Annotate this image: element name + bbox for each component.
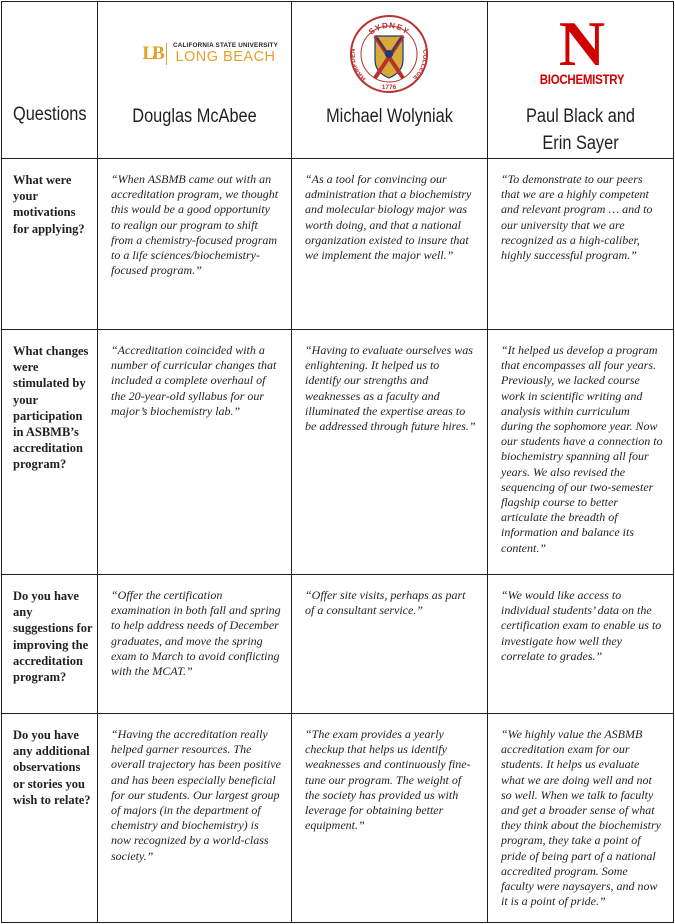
questions-header-cell	[2, 2, 98, 159]
answer-cell: “When ASBMB came out with an accreditation program, we thought this would be a good opportunity to realign our program to shift from a chemistry-focused program to a life sciences/biochemistry-focused program.”	[98, 159, 292, 330]
csulb-logo-subtitle: CALIFORNIA STATE UNIVERSITY	[173, 42, 278, 49]
csulb-logo	[142, 42, 278, 65]
seal-year: 1776	[381, 84, 397, 91]
seal-left-text: HAMPDEN	[349, 48, 368, 82]
question-cell: What changes were stimulated by your participation in ASBMB’s accreditation program?	[2, 330, 98, 575]
questions-header: Questions	[13, 104, 87, 125]
question-cell: What were your motivations for applying?	[2, 159, 98, 330]
answer-cell: “We would like access to individual students’ data on the certification exam to enable us to investigate how well they correlate to grades.”	[488, 575, 674, 714]
col3-name-line2: Erin Sayer	[542, 133, 619, 154]
wolyniak-header-cell	[292, 2, 488, 159]
nebraska-n-icon	[553, 14, 611, 70]
nebraska-n-mark: N	[558, 14, 606, 70]
answer-cell: “Offer the certification examination in both fall and spring to help address needs of December graduates, and move the spring exam to March to avoid conflicting with the MCAT.”	[98, 575, 292, 714]
question-cell: Do you have any suggestions for improving the accreditation program?	[2, 575, 98, 714]
seal-right-text: COLLEGE	[411, 49, 429, 82]
header-row	[2, 2, 674, 159]
table-row	[2, 330, 674, 575]
col2-name: Michael Wolyniak	[326, 106, 453, 127]
mcabee-header-cell	[98, 2, 292, 159]
answer-cell: “To demonstrate to our peers that we are a highly competent and relevant program … and to our university that we are recognized as a high-caliber, highly successful program.”	[488, 159, 674, 330]
table-row	[2, 575, 674, 714]
csulb-logo-title: LONG BEACH	[175, 49, 276, 65]
csulb-logo-divider	[166, 43, 167, 65]
answer-cell: “As a tool for convincing our administration that a biochemistry and molecular biology major was worth doing, and that a national organization existed to insure that we implement the major well.”	[292, 159, 488, 330]
nebraska-logo	[522, 14, 642, 87]
answer-cell: “Having to evaluate ourselves was enlightening. It helped us to identify our strengths and weaknesses as a faculty and illuminated the expertise areas to be addressed through future hires.”	[292, 330, 488, 575]
nebraska-logo-subtitle: BIOCHEMISTRY	[539, 72, 625, 87]
seal-top-text: SYDNEY	[367, 20, 411, 37]
black-sayer-header-cell	[488, 2, 674, 159]
answer-cell: “Offer site visits, perhaps as part of a consultant service.”	[292, 575, 488, 714]
col3-name-line1: Paul Black and	[525, 106, 636, 127]
hampden-sydney-seal-icon	[349, 14, 429, 94]
col1-name: Douglas McAbee	[132, 106, 257, 127]
table-row	[2, 714, 674, 923]
answer-cell: “It helped us develop a program that encompasses all four years. Previously, we lacked course work in scientific writing and analysis within curriculum during the sophomore year. Now our students have a connection to biochemistry spanning all four years. We also revised the sequencing of our two-semester flagship course to better articulate the breadth of information and balance its content.”	[488, 330, 674, 575]
question-cell: Do you have any additional observations or stories you wish to relate?	[2, 714, 98, 923]
answer-cell: “The exam provides a yearly checkup that helps us identify weaknesses and continuously fine-tune our program. The weight of the society has provided us with leverage for obtaining better equipment.”	[292, 714, 488, 923]
answer-cell: “Having the accreditation really helped garner resources. The overall trajectory has been positive and has been especially beneficial for our students. Our largest group of majors (in the department of chemistry and biochemistry) is now recognized by a world-class society.”	[98, 714, 292, 923]
answer-cell: “We highly value the ASBMB accreditation exam for our students. It helps us evaluate what we are doing well and not so well. When we talk to faculty and get a broader sense of what they think about the biochemistry program, they take a point of pride of being part of a national accredited program. Some faculty were naysayers, and now it is a point of pride.”	[488, 714, 674, 923]
table-row	[2, 159, 674, 330]
csulb-lb-mark: LB	[142, 42, 162, 64]
qa-table	[1, 1, 674, 923]
answer-cell: “Accreditation coincided with a number of curricular changes that included a complete overhaul of the 20-year-old syllabus for our major’s biochemistry lab.”	[98, 330, 292, 575]
